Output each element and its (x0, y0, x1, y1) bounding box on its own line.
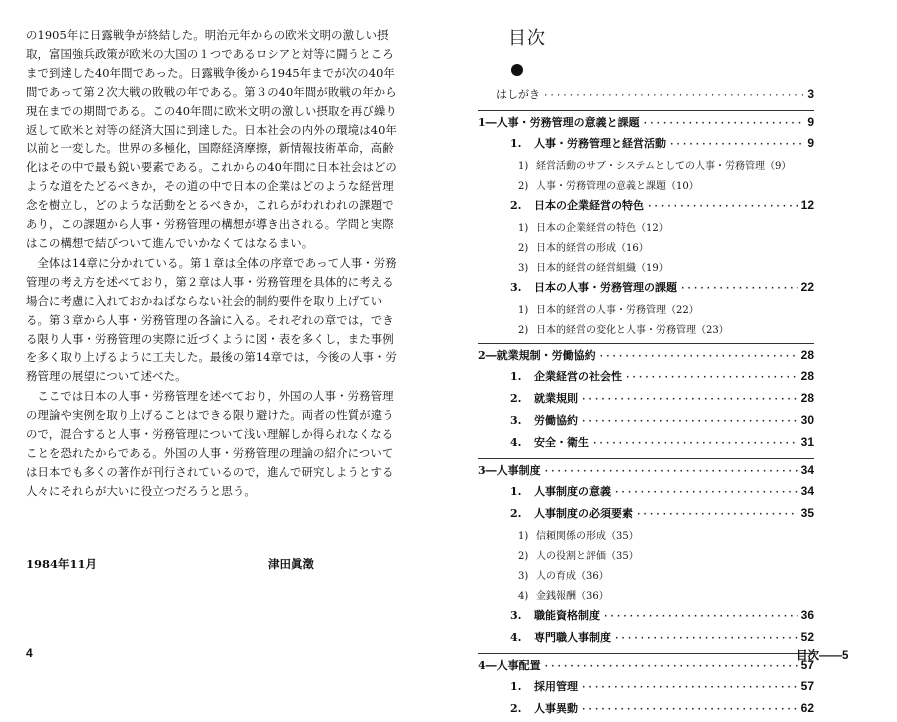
toc-subsection-number: 2) (518, 243, 529, 254)
toc-entry-subsection[interactable] (478, 301, 814, 321)
toc-entry-subsection[interactable] (478, 547, 814, 567)
signature-line (26, 556, 314, 572)
dot-leader (544, 662, 798, 672)
right-page (448, 0, 897, 715)
dot-leader (603, 612, 798, 622)
toc-entry-section[interactable] (478, 629, 814, 651)
toc-subsection-label: 経営活動のサブ・システムとしての人事・労務管理（9） (536, 161, 792, 172)
toc-subsection-label: 金銭報酬（36） (536, 591, 609, 602)
toc-page-number: 22 (800, 280, 814, 294)
toc-section-label-group (510, 412, 578, 428)
toc-section-label-group (510, 607, 600, 623)
toc-section-number: 4. (510, 436, 522, 449)
toc-part-label: 2―就業規制・労働協約 (478, 349, 596, 362)
toc-section-label: 日本の人事・労務管理の課題 (534, 281, 677, 294)
dot-leader (614, 488, 798, 498)
toc-section-label-group (510, 368, 622, 384)
toc-page-number: 28 (800, 369, 814, 383)
toc-subsection-label: 人事・労務管理の意義と課題（10） (536, 181, 699, 192)
toc-entry-subsection[interactable] (478, 239, 814, 259)
toc-section-label: 人事制度の意義 (534, 485, 611, 498)
toc-subsection-number: 3) (518, 263, 529, 274)
bullet-icon (511, 64, 523, 76)
dot-leader (643, 119, 805, 129)
preface-author: 津田眞澂 (268, 557, 314, 571)
toc-subsection-label: 日本的経営の人事・労務管理（22） (536, 305, 699, 316)
dot-leader (581, 683, 798, 693)
toc-section-number: 1. (510, 680, 522, 693)
toc-entry-section[interactable] (478, 505, 814, 527)
toc-entry-section[interactable] (478, 678, 814, 700)
toc-section-label-group (510, 700, 578, 716)
toc-page-number: 28 (800, 391, 814, 405)
dot-leader (680, 284, 798, 294)
toc-entry-subsection[interactable] (478, 587, 814, 607)
toc-subsection-number: 1) (518, 531, 529, 542)
toc-section-label-group (510, 434, 589, 450)
toc-entry-subsection[interactable] (478, 219, 814, 239)
toc-subsection-number: 1) (518, 223, 529, 234)
toc-page-number: 28 (800, 348, 814, 362)
toc-section-number: 4. (510, 631, 522, 644)
toc-entry-part[interactable] (478, 114, 814, 135)
toc-section-label-group (510, 505, 633, 521)
part-divider (478, 343, 814, 344)
part-divider (478, 653, 814, 654)
toc-section-number: 3. (510, 281, 522, 294)
toc-section-label: 労働協約 (534, 414, 578, 427)
part-divider (478, 110, 814, 111)
toc-entry-section[interactable] (478, 368, 814, 390)
toc-section-label-group (510, 390, 578, 406)
toc-entry-section[interactable] (478, 135, 814, 157)
toc-section-label-group (510, 629, 611, 645)
toc-entry-section[interactable] (478, 390, 814, 412)
toc-section-number: 1. (510, 485, 522, 498)
table-of-contents (478, 86, 814, 722)
toc-page-number: 35 (800, 506, 814, 520)
toc-section-number: 2. (510, 702, 522, 715)
toc-section-number: 2. (510, 392, 522, 405)
toc-entry-subsection[interactable] (478, 157, 814, 177)
toc-subsection-label: 日本的経営の経営組織（19） (536, 263, 669, 274)
toc-section-label-group (510, 678, 578, 694)
toc-section-number: 2. (510, 507, 522, 520)
toc-part-label: 1―人事・労務管理の意義と課題 (478, 116, 640, 129)
toc-entry-label: はしがき (496, 88, 540, 101)
toc-section-number: 1. (510, 137, 522, 150)
toc-entry-section[interactable] (478, 700, 814, 722)
toc-parts (478, 110, 814, 722)
toc-section-label-group (510, 197, 644, 213)
toc-subsection-label: 人の役割と評価（35） (536, 551, 639, 562)
toc-entry-subsection[interactable] (478, 321, 814, 341)
toc-entry-section[interactable] (478, 197, 814, 219)
toc-subsection-label: 日本的経営の形成（16） (536, 243, 649, 254)
toc-entry-subsection[interactable] (478, 567, 814, 587)
part-divider (478, 458, 814, 459)
toc-entry-subsection[interactable] (478, 527, 814, 547)
toc-section-number: 1. (510, 370, 522, 383)
toc-section-label: 人事制度の必須要素 (534, 507, 633, 520)
toc-page-number: 52 (800, 630, 814, 644)
preface-date: 1984年11月 (26, 557, 98, 571)
toc-subsection-label: 人の育成（36） (536, 571, 609, 582)
toc-subsection-number: 1) (518, 161, 529, 172)
toc-entry-part[interactable] (478, 347, 814, 368)
toc-section-label: 就業規則 (534, 392, 578, 405)
toc-entry-section[interactable] (478, 412, 814, 434)
toc-entry-section[interactable] (478, 434, 814, 456)
left-page (0, 0, 440, 688)
dot-leader (669, 140, 804, 150)
toc-section-label: 人事異動 (534, 702, 578, 715)
toc-part-label: 4―人事配置 (478, 659, 541, 672)
toc-page-number: 30 (800, 413, 814, 427)
toc-subsection-number: 2) (518, 181, 529, 192)
toc-section-label: 専門職人事制度 (534, 631, 611, 644)
toc-page-number: 12 (800, 198, 814, 212)
toc-page-number: 9 (807, 136, 814, 150)
toc-page-number: 57 (800, 679, 814, 693)
toc-section-label-group (510, 135, 666, 151)
dot-leader (543, 91, 804, 101)
dot-leader (581, 395, 798, 405)
toc-page-number: 34 (800, 484, 814, 498)
toc-section-label: 人事・労務管理と経営活動 (534, 137, 666, 150)
toc-entry-part[interactable] (478, 657, 814, 678)
toc-page-number: 36 (800, 608, 814, 622)
toc-subsection-label: 日本的経営の変化と人事・労務管理（23） (536, 325, 729, 336)
dot-leader (544, 467, 798, 477)
toc-title: 目次 (508, 28, 546, 49)
dot-leader (581, 417, 798, 427)
toc-section-label-group (510, 279, 677, 295)
toc-section-number: 3. (510, 414, 522, 427)
toc-entry-subsection[interactable] (478, 177, 814, 197)
toc-entry-subsection[interactable] (478, 259, 814, 279)
preface-paragraph: ここでは日本の人事・労務管理を述べており，外国の人事・労務管理の理論や実例を取り上げることはできる限り避けた。両者の性質が違うので，混合すると人事・労務管理について浅い理解しか得られなくなることを恐れたからである。外国の人事・労務管理の理論の紹介については日本でも多くの著作が刊行されているので，進んで研究しようとする人々にそれらが大いに役立つだろうと思う。 (26, 389, 394, 498)
toc-subsection-number: 3) (518, 571, 529, 582)
toc-section-label: 採用管理 (534, 680, 578, 693)
toc-page-number: 3 (807, 87, 814, 101)
page-footer-right: 目次――5 (796, 650, 849, 662)
toc-entry-preface[interactable] (478, 86, 814, 108)
toc-page-number: 9 (807, 115, 814, 129)
toc-subsection-number: 4) (518, 591, 529, 602)
preface-body (26, 26, 398, 501)
toc-subsection-number: 2) (518, 551, 529, 562)
toc-page-number: 31 (800, 435, 814, 449)
toc-page-number: 62 (800, 701, 814, 715)
dot-leader (581, 705, 798, 715)
dot-leader (599, 352, 798, 362)
toc-subsection-number: 2) (518, 325, 529, 336)
toc-entry-section[interactable] (478, 607, 814, 629)
dot-leader (614, 634, 798, 644)
toc-page-number: 34 (800, 463, 814, 477)
dot-leader (625, 373, 798, 383)
toc-entry-section[interactable] (478, 279, 814, 301)
toc-section-label-group (510, 483, 611, 499)
toc-subsection-label: 日本の企業経営の特色（12） (536, 223, 669, 234)
preface-paragraph: 全体は14章に分かれている。第１章は全体の序章であって人事・労務管理の考え方を述べており，第２章は人事・労務管理を具体的に考える場合に考慮に入れておかねばならない社会的制約要件を取り上げている。第３章から人事・労務管理の各論に入る。それぞれの章では，できる限り人事・労務管理の実際に近づくように図・表を多くし，また事例を多く取り上げるように工夫した。最後の第14章では，今後の人事・労務管理の展望について述べた。 (26, 255, 397, 384)
dot-leader (647, 202, 798, 212)
toc-entry-part[interactable] (478, 462, 814, 483)
page-number-left: 4 (26, 646, 33, 660)
toc-section-number: 2. (510, 199, 522, 212)
toc-section-label: 安全・衛生 (534, 436, 589, 449)
dot-leader (592, 439, 798, 449)
preface-paragraph: の1905年に日露戦争が終結した。明治元年からの欧米文明の激しい摂取，富国強兵政策が欧米の大国の１つであるロシアと対等に闘うところまで到達した40年間であった。日露戦争後から1945年までが次の40年間であって第２次大戦の敗戦の年である。第３の40年間が敗戦の年から現在までの期間である。この40年間に欧米文明の激しい摂取を再び繰り返して欧米と対等の経済大国に到達した。日本社会の内外の環境は40年以前と一変した。世界の多極化，国際経済摩擦，新情報技術革命，高齢化はその中で最も鋭い要素である。これからの40年間に日本社会はどのような道をたどるべきか，その道の中で日本の企業はどのような経営理念を樹立し，どのような活動をとるべきか，これらがわれわれの課題であり，この課題から人事・労務管理の構想が導き出される。学問と実際はこの構想で結びついて進んでいかなくてはなるまい。 (26, 28, 397, 250)
toc-section-label: 職能資格制度 (534, 609, 600, 622)
toc-page-number: 57 (800, 658, 814, 672)
toc-section-label: 日本の企業経営の特色 (534, 199, 644, 212)
dot-leader (636, 510, 798, 520)
toc-subsection-number: 1) (518, 305, 529, 316)
toc-entry-section[interactable] (478, 483, 814, 505)
toc-section-number: 3. (510, 609, 522, 622)
toc-subsection-label: 信頼関係の形成（35） (536, 531, 639, 542)
toc-part-label: 3―人事制度 (478, 464, 541, 477)
toc-section-label: 企業経営の社会性 (534, 370, 622, 383)
